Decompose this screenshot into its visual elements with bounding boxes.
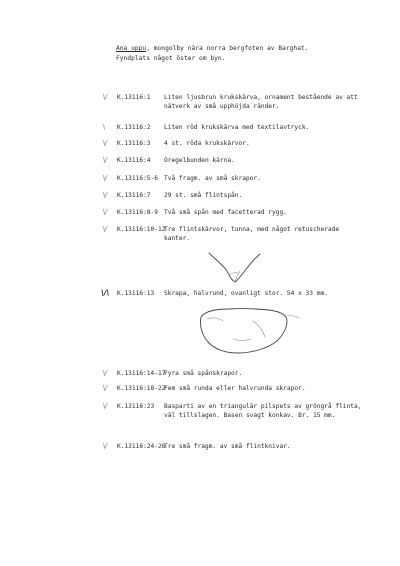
catalogue-number: K.13116:2	[117, 124, 151, 131]
catalogue-number: K.13116:24-26	[117, 443, 166, 450]
catalogue-number: K.13116:8-9	[117, 209, 158, 216]
catalogue-number: K.13116:7	[117, 192, 151, 199]
item-description: Fem små runda eller halvrunda skrapor.	[164, 385, 306, 392]
site-name: Ana uppu	[116, 45, 147, 52]
catalogue-number: K.13116:13	[117, 290, 155, 297]
check-mark: \/	[103, 94, 108, 101]
site-heading	[116, 44, 316, 63]
item-description: Två små spån med facetterad rygg.	[164, 209, 287, 216]
check-mark: \/	[103, 192, 108, 199]
item-description: Skrapa, halvrund, ovanligt stor. 54 x 33 mm.	[164, 290, 328, 297]
item-description: Liten ljusbrun krukskärva, ornament bestående av att nätverk av små upphöjda ränder.	[164, 94, 358, 110]
item-description: Fyra små spånskrapor.	[164, 370, 243, 377]
check-mark: \/	[103, 140, 108, 147]
catalogue-number: K.13116:14-17	[117, 370, 166, 377]
flake-sketch	[205, 249, 265, 285]
catalogue-number: K.13116:3	[117, 140, 151, 147]
check-mark: \/	[103, 175, 108, 182]
check-mark: \/	[103, 403, 108, 410]
site-description: , mongolby nära norra bergfoten av Barghat. Fyndplats något öster om byn.	[116, 45, 309, 62]
item-description: Liten röd krukskärva med textilavtryck.	[164, 124, 310, 131]
catalogue-number: K.13116:5-6	[117, 175, 158, 182]
catalogue-number: K.13116:18-22	[117, 385, 166, 392]
check-mark: \/	[103, 443, 108, 450]
check-mark: \/	[103, 385, 108, 392]
catalogue-number: K.13116:1	[117, 94, 151, 101]
item-description: Tre flintskärvor, tunna, med något retuscherade kanter.	[164, 226, 340, 242]
item-description: Två fragm. av små skrapor.	[164, 175, 261, 182]
scraper-sketch	[193, 303, 303, 357]
item-description: 4 st. röda krukskärvor.	[164, 140, 250, 147]
check-mark: \/	[103, 226, 108, 233]
item-description: Tre små fragm. av små flintknivar.	[164, 443, 291, 450]
catalogue-number: K.13116:4	[117, 157, 151, 164]
check-mark: \/	[103, 370, 108, 377]
check-mark: \/	[103, 209, 108, 216]
item-description: 29 st. små flintspån.	[164, 192, 243, 199]
check-mark: \/	[103, 157, 108, 164]
item-description: Oregelbunden kärna.	[164, 157, 235, 164]
check-mark: \/\	[101, 288, 110, 297]
check-mark: \	[103, 124, 106, 131]
catalogue-number: K.13116:10-12	[117, 226, 166, 233]
catalogue-number: K.13116:23	[117, 403, 155, 410]
item-description: Basparti av en triangulär pilspets av gröngrå flinta, väl tillslagen. Basen svagt konkav. Br. 15 mm.	[164, 403, 362, 419]
